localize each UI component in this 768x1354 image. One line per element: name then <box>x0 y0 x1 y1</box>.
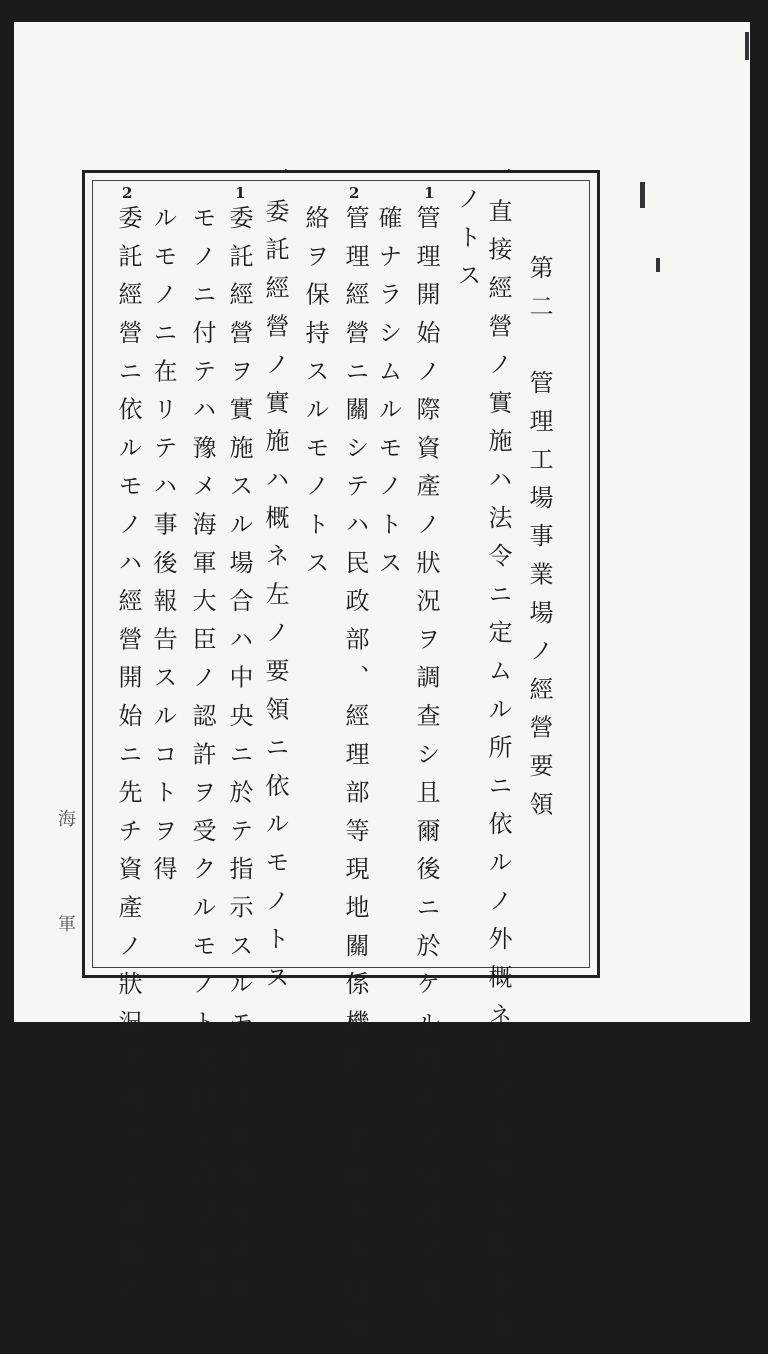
text-column-7: 絡ヲ保持スルモノトス <box>301 205 329 588</box>
scan-speck <box>656 258 660 272</box>
item-number: 2 <box>349 184 360 202</box>
scan-speck <box>640 182 645 208</box>
scan-speck <box>745 32 749 60</box>
text-column-1: 一直接經營ノ實施ハ法令ニ定ムル所ニ依ルノ外概ネ左ノ要領ニ依ルモ <box>484 160 512 1348</box>
section-heading: 第二 管理工場事業場ノ經營要領 <box>525 255 553 830</box>
text-column-2: ノトス <box>453 186 481 301</box>
item-number: 1 <box>235 184 246 202</box>
margin-mark: 海 <box>58 809 76 830</box>
item-number: 2 <box>122 184 133 202</box>
text-column-4: 管理開始ノ際資產ノ狀況ヲ調查シ且爾後ニ於ケル資產ノ增減ヲ明 <box>412 205 440 1316</box>
text-column-12: 委託經營ニ依ルモノハ經營開始ニ先チ資產ノ狀況ヲ調查シ爾後ニ <box>114 205 142 1316</box>
text-column-6: 管理經營ニ關シテハ民政部、經理部等現地關係機關ト緊密ナル連絡 <box>341 205 369 1354</box>
item-number: 1 <box>424 184 435 202</box>
text-column-5: 確ナラシムルモノトス <box>374 205 402 588</box>
text-column-9: 委託經營ヲ實施スル場合ハ中央ニ於テ指示スルモノノ外重要ナル <box>225 205 253 1316</box>
text-column-10: モノニ付テハ豫メ海軍大臣ノ認許ヲ受クルモノトス但シ急ヲ要ス <box>188 205 216 1316</box>
text-column-11: ルモノニ在リテハ事後報告スルコトヲ得 <box>149 205 177 895</box>
margin-mark: 軍 <box>58 914 76 935</box>
text-column-8: 一委託經營ノ實施ハ概ネ左ノ要領ニ依ルモノトス <box>261 160 289 1003</box>
